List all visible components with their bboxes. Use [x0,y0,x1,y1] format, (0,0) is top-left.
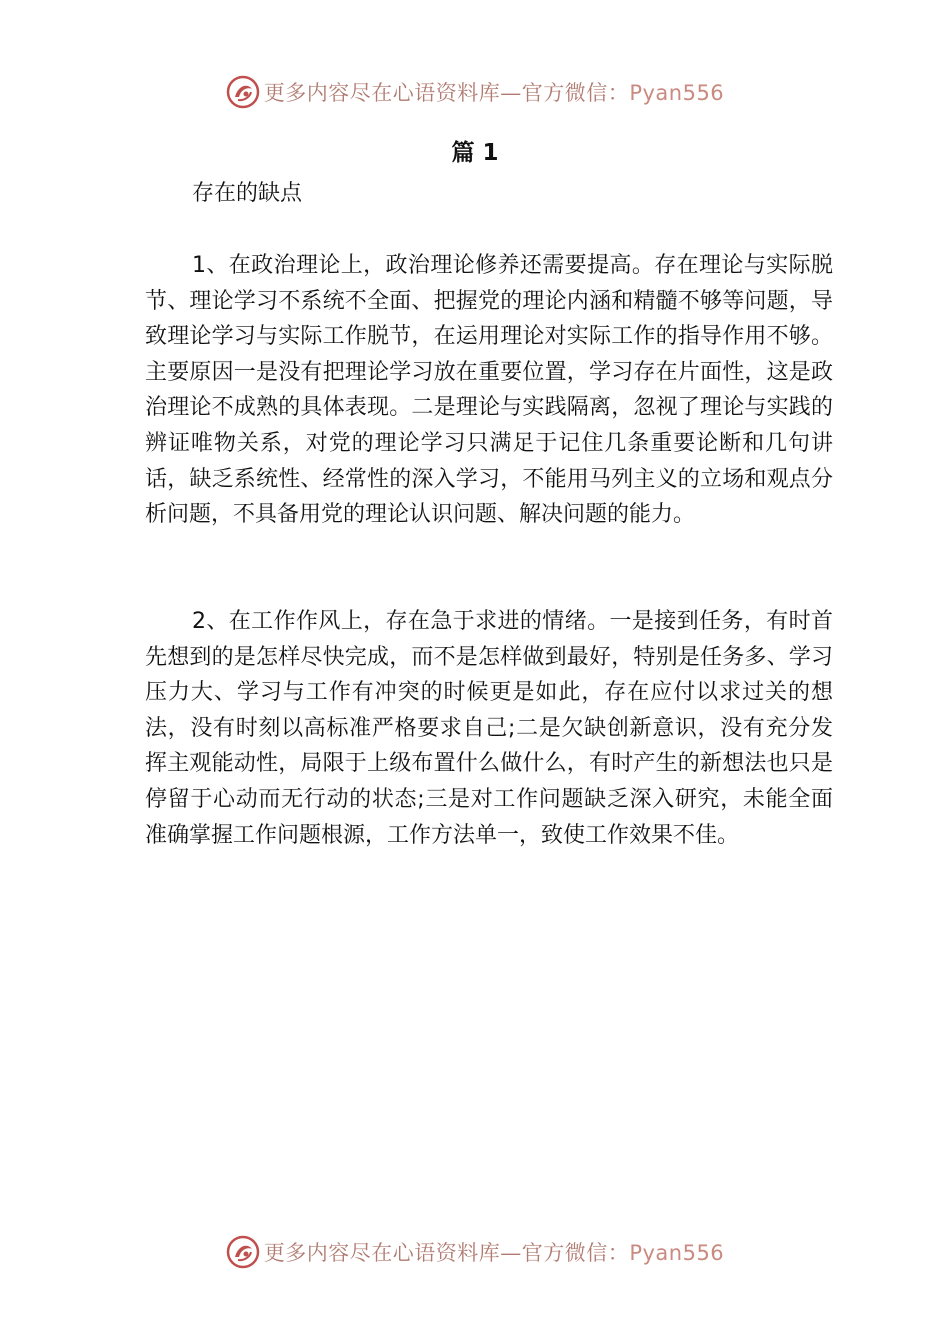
header-watermark [0,72,950,112]
document-subtitle: 存在的缺点 [192,181,303,206]
document-title: 篇 1 [451,140,499,166]
paragraph-1: 1、在政治理论上，政治理论修养还需要提高。存在理论与实际脱节、理论学习不系统不全面、把握党的理论内涵和精髓不够等问题，导致理论学习与实际工作脱节，在运用理论对实际工作的指导作用不够。主要原因一是没有把理论学习放在重要位置，学习存在片面性，这是政治理论不成熟的具体表现。二是理论与实践隔离，忽视了理论与实践的辨证唯物关系，对党的理论学习只满足于记住几条重要论断和几句讲话，缺乏系统性、经常性的深入学习，不能用马列主义的立场和观点分析问题，不具备用党的理论认识问题、解决问题的能力。 [145,253,833,528]
watermark-text: 更多内容尽在心语资料库—官方微信：Pyan556 [263,81,725,105]
swirl-seal-logo-icon [226,1235,260,1269]
watermark-text: 更多内容尽在心语资料库—官方微信：Pyan556 [263,1241,725,1265]
footer-watermark [0,1232,950,1272]
paragraph-2: 2、在工作作风上，存在急于求进的情绪。一是接到任务，有时首先想到的是怎样尽快完成，而不是怎样做到最好，特别是任务多、学习压力大、学习与工作有冲突的时候更是如此，存在应付以求过关的想法，没有时刻以高标准严格要求自己;二是欠缺创新意识，没有充分发挥主观能动性，局限于上级布置什么做什么，有时产生的新想法也只是停留于心动而无行动的状态;三是对工作问题缺乏深入研究，未能全面准确掌握工作问题根源，工作方法单一，致使工作效果不佳。 [145,609,833,848]
swirl-seal-logo-icon [226,75,260,109]
